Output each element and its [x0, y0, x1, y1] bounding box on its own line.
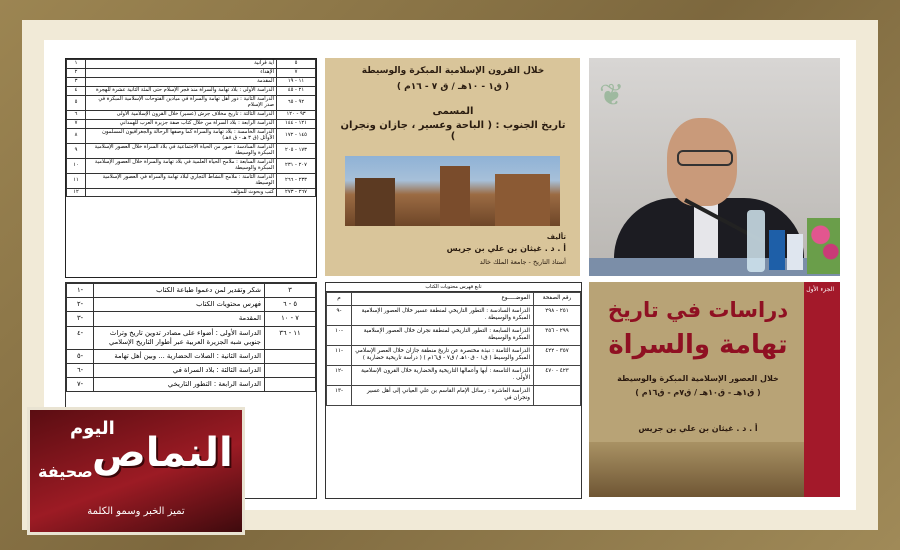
row-pages — [265, 364, 316, 378]
cover-photo-building — [355, 178, 395, 226]
row-title: الدراسة السادسة : التطور التاريخي لمنطقة عسير خلال العصور الإسلامية المبكرة والوسيطة . — [352, 305, 534, 325]
table-row — [67, 298, 316, 312]
logo-word-namas: النماص — [92, 430, 233, 476]
row-number: ٤ — [67, 86, 86, 95]
cover-spine-strip — [804, 282, 840, 497]
row-number: -١٣ — [327, 385, 352, 405]
cover-author-label: تأليف — [546, 233, 566, 241]
drink-can — [769, 230, 785, 270]
col-page-header: رقم الصفحة — [534, 293, 581, 306]
contents-list-table — [66, 283, 316, 392]
cover-line-3: المسمى — [432, 106, 474, 117]
table-row — [327, 365, 581, 385]
table-row — [67, 68, 316, 77]
row-title: الدراسة الأولى : أضواء على مصادر تدوين تاريخ وتراث جنوبي شبه الجزيرة العربية عبر أطوار التاريخ الإسلامي — [94, 326, 265, 349]
table-row — [67, 86, 316, 95]
book-cover-panel — [325, 58, 580, 276]
logo-word-newspaper: صحيفة — [38, 462, 93, 481]
row-pages: ٧ - ١٠ — [265, 312, 316, 326]
cover-author-2: أ . د . غيثان بن علي بن جريس — [638, 424, 758, 433]
row-pages: ٥ — [277, 60, 316, 69]
table-row — [67, 312, 316, 326]
row-pages: ٢٦٧ - ٢٧٣ — [277, 188, 316, 197]
row-title: الدراسة الخامسة : بلاد تهامة والسراة كما وصفها الرحالة والجغرافيون المسلمون الأوائل (ق ٣ هـ - ق ٨هـ) — [86, 128, 277, 143]
row-pages: ١١ - ٣٦ — [265, 326, 316, 349]
cover-title-2: تهامة والسراة — [608, 330, 788, 360]
row-number: -٤ — [67, 326, 94, 349]
toc-continued-panel — [325, 282, 582, 499]
table-row — [67, 95, 316, 110]
table-row — [327, 325, 581, 345]
wall-logo-icon: ❦ — [599, 78, 625, 113]
row-title: الدراسة الأولى : بلاد تهامة والسراة منذ فجر الإسلام حتى المئة الثانية عشرة للهجرة — [86, 86, 277, 95]
logo-word-today: اليوم — [70, 418, 115, 439]
row-number: ٢ — [67, 68, 86, 77]
row-number: ٨ — [67, 128, 86, 143]
row-title: المقدمة — [94, 312, 265, 326]
row-number: -٧ — [67, 378, 94, 392]
cover-photo-building — [495, 174, 550, 226]
cover-landscape — [589, 442, 804, 497]
table-row — [67, 188, 316, 197]
row-pages: ٥ - ٦ — [265, 298, 316, 312]
row-pages: ٢١ - ٤٥ — [277, 86, 316, 95]
row-title: كتب وبحوث للمؤلف — [86, 188, 277, 197]
row-title: الدراسة الثامنة : ملامح النشاط التجاري لبلاد تهامة والسراة في العصور الإسلامية الوسيطة — [86, 173, 277, 188]
table-row — [67, 349, 316, 363]
row-title: الدراسة التاسعة : أبها وأعمالها التاريخية والحضارية خلال القرون الإسلامية الأولى . — [352, 365, 534, 385]
table-row — [67, 143, 316, 158]
col-topic-header: الموضـــــوع — [352, 293, 534, 306]
volume-label: الجزء الأول — [806, 286, 834, 293]
row-number: -١١ — [327, 345, 352, 365]
row-pages: ٣ — [265, 284, 316, 298]
row-number: -١٠ — [327, 325, 352, 345]
row-number: -٥ — [67, 349, 94, 363]
row-pages: ٣٥٧ - ٤٢٢ — [534, 345, 581, 365]
table-row — [67, 378, 316, 392]
row-title: الدراسة الرابعة : بلاد السراة من خلال كتاب صفة جزيرة العرب للهمداني — [86, 119, 277, 128]
row-number: ١٢ — [67, 188, 86, 197]
row-number: -٢ — [67, 298, 94, 312]
row-pages: ٧ — [277, 68, 316, 77]
cover-photo-building — [440, 166, 470, 226]
cover-line-1: خلال القرون الإسلامية المبكرة والوسيطة — [361, 66, 545, 76]
row-pages: ١١ - ١٩ — [277, 77, 316, 86]
cover-author: أ . د . غيثان بن علي بن جريس — [446, 244, 566, 253]
row-title: الدراسة الثامنة : نبذة مختصرة عن تاريخ منطقة جازان خلال العصر الإسلامي المبكر والوسيط ( ق١ - ق١٠هـ / ق٧ - ق١٦م ) ( دراسة تاريخية حضارية ) — [352, 345, 534, 365]
row-title: الدراسة الثالثة : بلاد السراة في — [94, 364, 265, 378]
logo-tagline: تميز الخبر وسمو الكلمة — [87, 506, 185, 517]
glasses-icon — [677, 150, 733, 166]
flowers — [807, 218, 840, 274]
cover-line-4: تاريخ الجنوب : ( الباحة وعسير ، جازان ونجران ) — [340, 120, 566, 142]
row-number: -١٢ — [327, 365, 352, 385]
row-title: الدراسة الثانية : الصلات الحضارية ... وبين أهل تهامة — [94, 349, 265, 363]
table-row — [67, 128, 316, 143]
row-number: ٩ — [67, 143, 86, 158]
col-num-header: م — [327, 293, 352, 306]
row-number: ٣ — [67, 77, 86, 86]
table-row — [327, 305, 581, 325]
row-title: فهرس محتويات الكتاب — [94, 298, 265, 312]
row-title: الدراسة السابعة : التطور التاريخي لمنطقة نجران خلال العصور الإسلامية المبكرة والوسيطة — [352, 325, 534, 345]
row-title: المقدمة — [86, 77, 277, 86]
cover-author-title: أستاذ التاريخ - جامعة الملك خالد — [479, 258, 566, 266]
table-row — [67, 110, 316, 119]
row-title: الدراسة الثانية : دور أهل تهامة والسراة في ميادين الفتوحات الإسلامية المبكرة في صدر الإسلام — [86, 95, 277, 110]
table-row — [67, 119, 316, 128]
toc-continued-table — [326, 292, 581, 406]
toc-table — [66, 59, 316, 197]
row-number: -٦ — [67, 364, 94, 378]
book-cover-2-panel — [589, 282, 840, 497]
row-title: الدراسة الثالثة : تاريخ مخلاف جرش (عسير) خلال القرون الإسلامية الأولى — [86, 110, 277, 119]
toc-continued-header: تابع فهرس محتويات الكتاب — [326, 283, 581, 292]
row-pages: ١٢١ - ١٤٤ — [277, 119, 316, 128]
row-pages: ١٤٥ - ١٧٢ — [277, 128, 316, 143]
row-pages: ٢٩٩ - ٣٥٦ — [534, 325, 581, 345]
table-row — [67, 364, 316, 378]
table-row — [67, 158, 316, 173]
row-pages: ١٧٣ - ٢٠٥ — [277, 143, 316, 158]
row-pages: ٢٥١ - ٢٩٨ — [534, 305, 581, 325]
row-pages: ٢٠٧ - ٢٣١ — [277, 158, 316, 173]
speaker-photo — [589, 58, 840, 276]
cover-subtitle-1: خلال العصور الإسلامية المبكرة والوسيطة — [617, 374, 779, 383]
table-row — [327, 345, 581, 365]
cover-subtitle-2: ( ق١هـ - ق١٠هـ / ق٧م - ق١٦م ) — [635, 388, 761, 397]
row-number: ٥ — [67, 95, 86, 110]
table-row — [67, 77, 316, 86]
row-number: ٧ — [67, 119, 86, 128]
table-row — [67, 284, 316, 298]
row-number: -٣ — [67, 312, 94, 326]
row-title: الدراسة الرابعة : التطور التاريخي — [94, 378, 265, 392]
table-row — [67, 173, 316, 188]
row-number: -١ — [67, 284, 94, 298]
cover-title-1: دراسات في تاريخ — [607, 298, 789, 322]
row-number: ١٠ — [67, 158, 86, 173]
row-pages — [534, 385, 581, 405]
row-number: ١١ — [67, 173, 86, 188]
water-bottle — [747, 210, 765, 272]
table-row — [327, 385, 581, 405]
row-title: آية قرآنية — [86, 60, 277, 69]
row-number: ١ — [67, 60, 86, 69]
drink-can — [787, 234, 803, 270]
row-pages — [265, 349, 316, 363]
row-pages: ٢٣٣ - ٢٦٦ — [277, 173, 316, 188]
row-pages: ٩٣ - ١٢٠ — [277, 110, 316, 119]
table-row — [67, 326, 316, 349]
row-title: الدراسة السادسة : صور من الحياة الاجتماعية في بلاد السراة خلال العصور الإسلامية المبكرة والوسيطة — [86, 143, 277, 158]
row-title: الدراسة العاشرة : رسائل الإمام القاسم بن علي العياني إلى أهل عسير ونجران في — [352, 385, 534, 405]
row-title: الإهداء — [86, 68, 277, 77]
row-pages: ٤٢٣ - ٤٧٠ — [534, 365, 581, 385]
row-pages: ٩٢ - ٦٥ — [277, 95, 316, 110]
row-title: شكر وتقدير لمن دعموا طباعة الكتاب — [94, 284, 265, 298]
row-title: الدراسة السابعة : ملامح الحياة العلمية في بلاد تهامة والسراة خلال العصور الإسلامية المبكرة والوسيطة — [86, 158, 277, 173]
toc-table-panel — [65, 58, 317, 278]
cover-line-2: ( ق١ - ١٠هـ / ق ٧ - ١٦م ) — [396, 82, 510, 92]
cover-photo — [345, 156, 560, 226]
row-pages — [265, 378, 316, 392]
row-number: ٦ — [67, 110, 86, 119]
row-number: -٩ — [327, 305, 352, 325]
table-row — [67, 60, 316, 69]
newspaper-logo — [27, 407, 245, 535]
